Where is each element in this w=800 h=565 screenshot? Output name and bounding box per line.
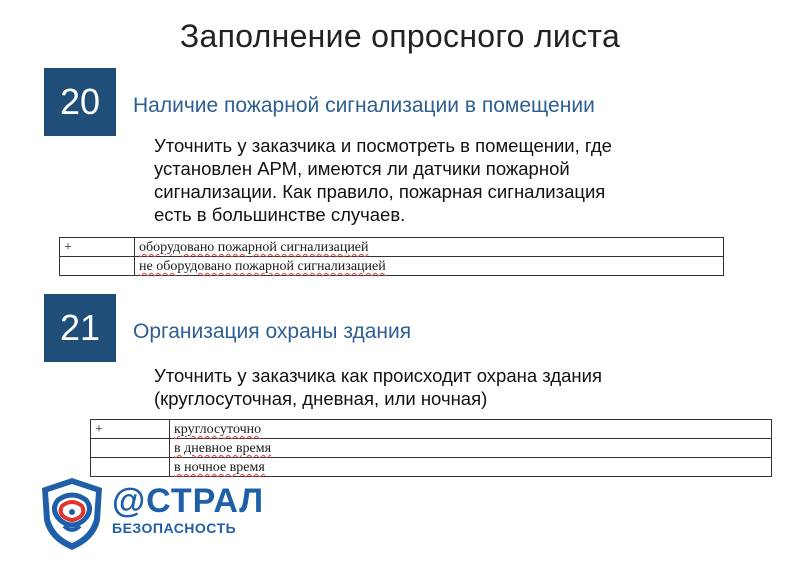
value-cell: [135, 238, 724, 257]
section-description: [154, 364, 602, 410]
description-line: установлен АРМ, имеются ли датчики пожарной: [154, 158, 570, 179]
mark-cell: +: [91, 420, 170, 439]
value-text: в ночное время: [174, 460, 265, 475]
value-text: в дневное время: [174, 441, 272, 456]
value-text: оборудовано пожарной сигнализацией: [139, 240, 369, 255]
brand-logo: [112, 484, 264, 536]
mark-cell: +: [60, 238, 135, 257]
mark-cell: [91, 458, 170, 477]
value-text: круглосуточно: [174, 422, 262, 437]
options-table: [90, 419, 772, 477]
value-cell: [170, 458, 772, 477]
section-number-badge: 21: [44, 294, 116, 362]
table-row: [60, 238, 724, 257]
brand-subtitle: БЕЗОПАСНОСТЬ: [112, 520, 237, 536]
mark-cell: [60, 257, 135, 276]
section-heading: Организация охраны здания: [133, 320, 412, 343]
value-cell: [135, 257, 724, 276]
table-row: [60, 257, 724, 276]
table-row: [91, 458, 772, 477]
page-title: Заполнение опросного листа: [179, 18, 621, 54]
description-line: (круглосуточная, дневная, или ночная): [154, 388, 488, 409]
section-description: [154, 134, 612, 226]
description-line: Уточнить у заказчика как происходит охрана здания: [154, 365, 603, 386]
value-text: не оборудовано пожарной сигнализацией: [139, 259, 386, 274]
description-line: есть в большинстве случаев.: [154, 204, 406, 225]
shield-knot-icon: [38, 476, 106, 557]
table-row: [91, 420, 772, 439]
value-cell: [170, 420, 772, 439]
table-row: [91, 439, 772, 458]
mark-cell: [91, 439, 170, 458]
value-cell: [170, 439, 772, 458]
options-table: [59, 237, 724, 276]
section-number-badge: 20: [44, 68, 116, 136]
brand-name: @СТРАЛ: [112, 482, 265, 520]
description-line: сигнализации. Как правило, пожарная сигнализация: [154, 181, 606, 202]
section-heading: Наличие пожарной сигнализации в помещении: [133, 94, 595, 117]
description-line: Уточнить у заказчика и посмотреть в помещении, где: [154, 135, 612, 156]
